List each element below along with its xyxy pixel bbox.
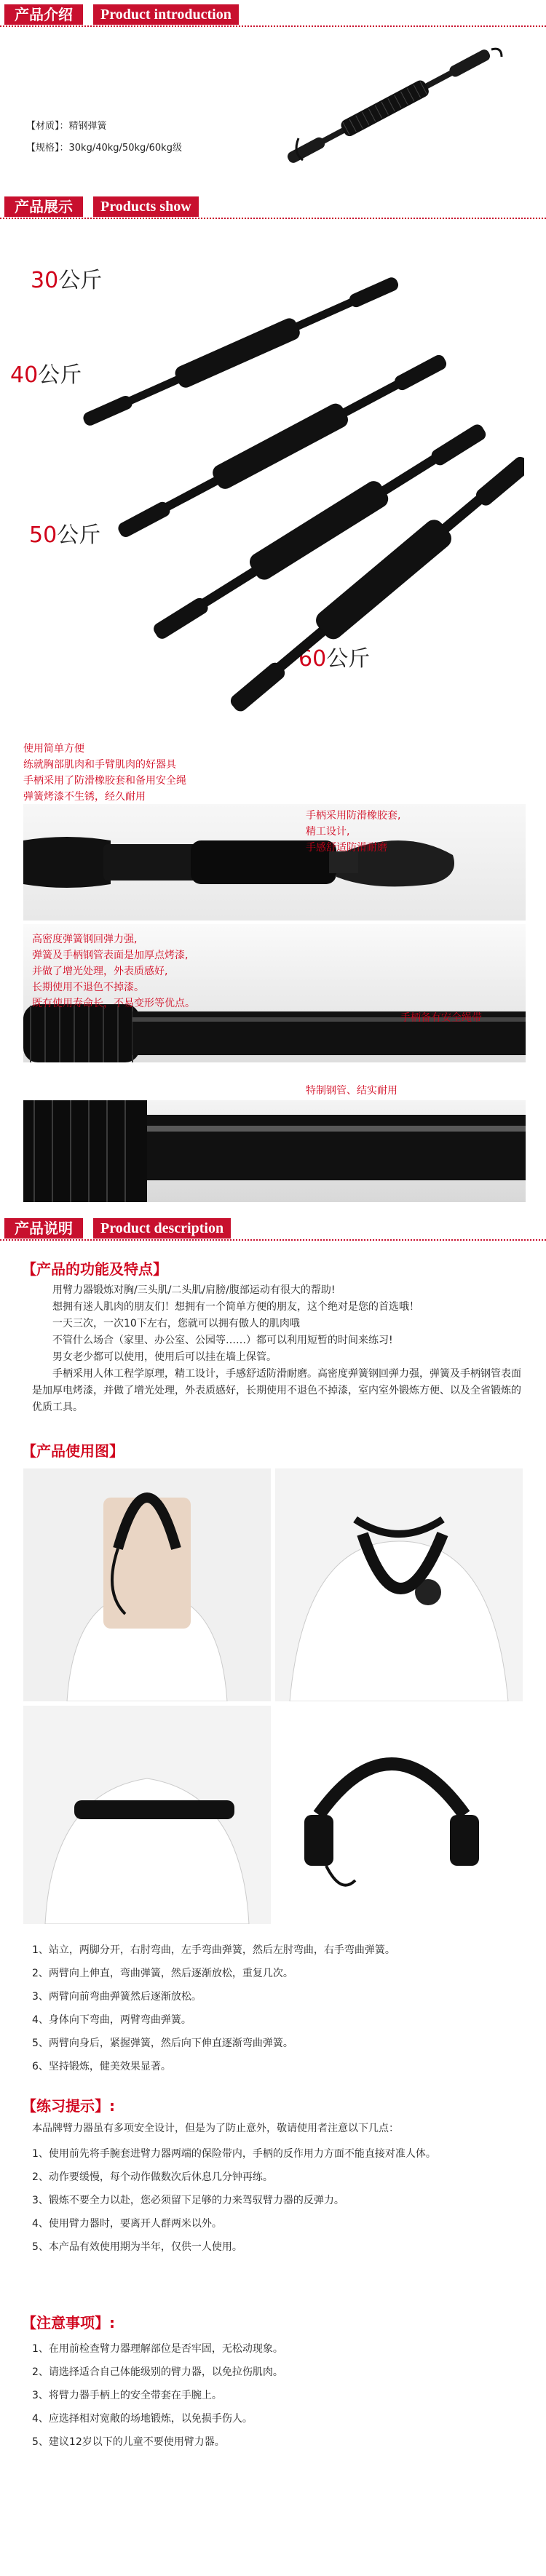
weight-number: 50 — [29, 522, 58, 548]
callout-line: 高密度弹簧钢回弹力强, — [32, 934, 138, 945]
func-description — [32, 1282, 524, 1416]
weight-unit: 公斤 — [38, 362, 82, 388]
usage-title: 【产品使用图】 — [22, 1442, 124, 1460]
spec-label: 【材质】 — [26, 121, 60, 132]
section-title-cn: 产品介绍 — [4, 4, 83, 25]
weight-number: 30 — [31, 268, 59, 293]
callout-spring — [32, 931, 195, 1011]
callout-line: 手柄采用防滑橡胶套, — [306, 810, 401, 822]
callout-line: 弹簧及手柄钢管表面是加厚点烤漆, — [32, 950, 189, 961]
section-header-intro — [0, 3, 546, 26]
usage-photo-overhead — [23, 1468, 271, 1701]
list-item: 4、身体向下弯曲，两臂弯曲弹簧。 — [32, 2014, 191, 2026]
steel-tube-image — [23, 1100, 526, 1202]
list-item: 2、动作要缓慢，每个动作做数次后休息几分钟再练。 — [32, 2171, 273, 2183]
callout-line: 精工设计, — [306, 826, 350, 838]
list-item: 1、在用前检查臂力器理解部位是否牢固，无松动现象。 — [32, 2343, 283, 2355]
section-title-cn: 产品展示 — [4, 196, 83, 217]
weight-unit: 公斤 — [326, 646, 371, 672]
list-item: 2、两臂向上伸直，弯曲弹簧，然后逐渐放松，重复几次。 — [32, 1968, 293, 1979]
weight-number: 60 — [298, 646, 327, 672]
list-item: 4、使用臂力器时，要离开人群两米以外。 — [32, 2218, 222, 2230]
list-item: 2、请选择适合自己体能级别的臂力器，以免拉伤肌肉。 — [32, 2366, 283, 2378]
weight-unit: 公斤 — [58, 268, 103, 293]
paragraph: 用臂力器锻炼对胸/三头肌/二头肌/肩膀/腹部运动有很大的帮助! — [52, 1284, 336, 1296]
list-item: 5、两臂向身后，紧握弹簧，然后向下伸直逐渐弯曲弹簧。 — [32, 2038, 293, 2049]
tips-title: 【练习提示】: — [22, 2097, 115, 2115]
weight-number: 40 — [10, 362, 39, 388]
feature-item: 弹簧烤漆不生锈，经久耐用 — [23, 791, 146, 803]
paragraph: 不管什么场合（家里、办公室、公园等……）都可以利用短暂的时间来练习! — [52, 1335, 393, 1346]
section-title-en: Product description — [93, 1218, 231, 1239]
paragraph: 想拥有迷人肌肉的朋友们！想拥有一个简单方便的朋友，这个绝对是您的首选哦！ — [52, 1301, 419, 1313]
weight-label-40 — [10, 357, 82, 389]
divider — [0, 1239, 546, 1241]
list-item: 4、应选择相对宽敞的场地锻炼，以免损手伤人。 — [32, 2413, 253, 2425]
spec-value: ：精钢弹簧 — [59, 121, 107, 132]
divider — [0, 25, 546, 27]
paragraph: 男女老少都可以使用，使用后可以挂在墙上保管。 — [52, 1351, 277, 1363]
feature-item: 练就胸部肌肉和手臂肌肉的好器具 — [23, 759, 176, 771]
products-lineup-image — [73, 277, 524, 713]
feature-list — [23, 741, 186, 805]
spec-value: ：30kg/40kg/50kg/60kg级 — [59, 143, 182, 154]
paragraph: 手柄采用人体工程学原理，精工设计，手感舒适防滑耐磨。高密度弹簧钢回弹力强，弹簧及手柄钢管表面是加厚电烤漆，并做了增光处理，外表质感好，长期使用不退色不掉漆，室内室外锻炼方便、以及全省锻炼的优质工具。 — [32, 1368, 521, 1413]
callout-steel: 特制钢管、结实耐用 — [306, 1085, 397, 1097]
section-title-cn: 产品说明 — [4, 1218, 83, 1239]
spec-material — [26, 118, 107, 132]
usage-photo-front — [275, 1468, 523, 1701]
callout-line: 既有使用寿命长，不易变形等优点。 — [32, 998, 195, 1009]
usage-steps — [32, 1939, 527, 2078]
list-item: 3、锻炼不要全力以赴，您必须留下足够的力来驾驭臂力器的反弹力。 — [32, 2195, 344, 2206]
callout-line: 长期使用不退色不掉漆。 — [32, 982, 144, 993]
handle-closeup-image — [23, 804, 526, 921]
notes-list — [32, 2337, 527, 2454]
list-item: 1、使用前先将手腕套进臂力器两端的保险带内，手柄的反作用力方面不能直接对准人体。 — [32, 2148, 436, 2160]
list-item: 5、建议12岁以下的儿童不要使用臂力器。 — [32, 2436, 225, 2448]
weight-unit: 公斤 — [57, 522, 101, 548]
list-item: 3、两臂向前弯曲弹簧然后逐渐放松。 — [32, 1991, 202, 2003]
section-title-en: Products show — [93, 196, 199, 217]
usage-photo-behind — [23, 1706, 271, 1924]
callout-line: 并做了增光处理，外表质感好, — [32, 966, 168, 977]
tips-intro: 本品牌臂力器虽有多项安全设计，但是为了防止意外，敬请使用者注意以下几点： — [32, 2123, 399, 2134]
feature-item: 使用简单方便 — [23, 743, 84, 755]
func-title: 【产品的功能及特点】 — [22, 1260, 167, 1278]
section-header-show — [0, 195, 546, 218]
section-header-description — [0, 1217, 546, 1240]
feature-item: 手柄采用了防滑橡胶套和备用安全绳 — [23, 775, 186, 787]
list-item: 1、站立，两脚分开，右肘弯曲，左手弯曲弹簧，然后左肘弯曲，右手弯曲弹簧。 — [32, 1944, 395, 1956]
list-item: 6、坚持锻炼，健美效果显著。 — [32, 2061, 171, 2072]
usage-photo-product — [275, 1706, 523, 1924]
paragraph: 一天三次，一次10下左右，您就可以拥有傲人的肌肉哦 — [52, 1318, 300, 1329]
power-twister-image — [269, 36, 510, 182]
spec-label: 【规格】 — [26, 143, 60, 154]
callout-rope: 手柄备有安全绳带 — [400, 1012, 482, 1024]
callout-handle — [306, 808, 400, 856]
spec-size — [26, 140, 182, 154]
list-item: 3、将臂力器手柄上的安全带套在手腕上。 — [32, 2390, 222, 2401]
list-item: 5、本产品有效使用期为半年，仅供一人使用。 — [32, 2241, 242, 2253]
callout-line: 手感舒适防滑耐磨 — [306, 842, 387, 854]
divider — [0, 218, 546, 219]
tips-list — [32, 2142, 513, 2259]
section-title-en: Product introduction — [93, 4, 239, 25]
notes-title: 【注意事项】: — [22, 2314, 115, 2331]
